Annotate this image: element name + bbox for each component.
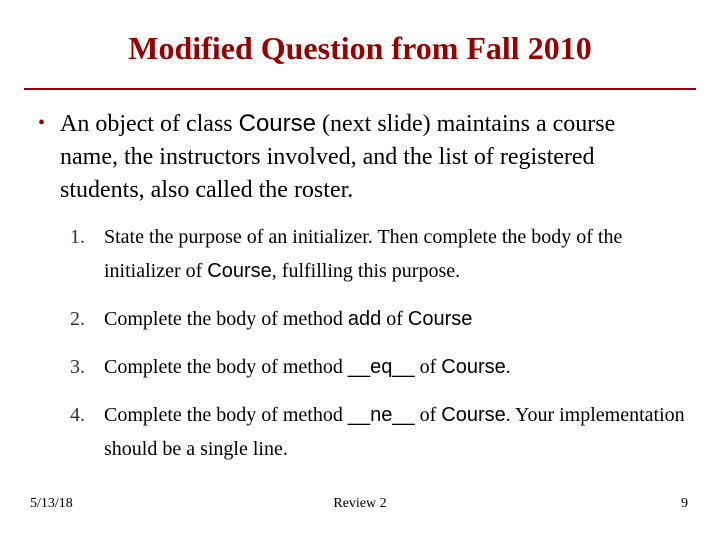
- item-number: 3.: [70, 356, 85, 378]
- code-add: add: [347, 308, 382, 330]
- code-course: Course: [441, 356, 506, 378]
- item-number: 4.: [70, 404, 85, 426]
- code-course: Course: [238, 110, 316, 137]
- main-bullet: [38, 107, 678, 207]
- code-eq: __eq__: [347, 356, 415, 378]
- footer-title: Review 2: [333, 496, 387, 511]
- page-number: 9: [681, 496, 688, 511]
- title-divider: [24, 88, 696, 90]
- list-item: [70, 302, 690, 336]
- item-number: 1.: [70, 226, 85, 248]
- item-text: Complete the body of method add of Course: [104, 308, 473, 330]
- bullet-marker: •: [38, 112, 46, 134]
- footer-date: 5/13/18: [30, 496, 73, 511]
- list-item: [70, 398, 690, 466]
- item-text: State the purpose of an initializer. Then complete the body of the initializer of Course, fulfilling this purpose.: [104, 226, 623, 282]
- item-text: Complete the body of method __ne__ of Course. Your implementation should be a single line.: [104, 404, 685, 460]
- code-ne: __ne__: [347, 404, 415, 426]
- item-number: 2.: [70, 308, 85, 330]
- code-course: Course: [207, 260, 272, 282]
- list-item: [70, 350, 690, 384]
- question-list: [70, 220, 690, 480]
- bullet-text: An object of class Course (next slide) maintains a course name, the instructors involved, and the list of registered students, also called the roster.: [60, 110, 616, 203]
- list-item: [70, 220, 690, 288]
- item-text: Complete the body of method __eq__ of Course.: [104, 356, 511, 378]
- slide-title: Modified Question from Fall 2010: [128, 30, 592, 66]
- code-course: Course: [441, 404, 506, 426]
- code-course: Course: [407, 308, 473, 330]
